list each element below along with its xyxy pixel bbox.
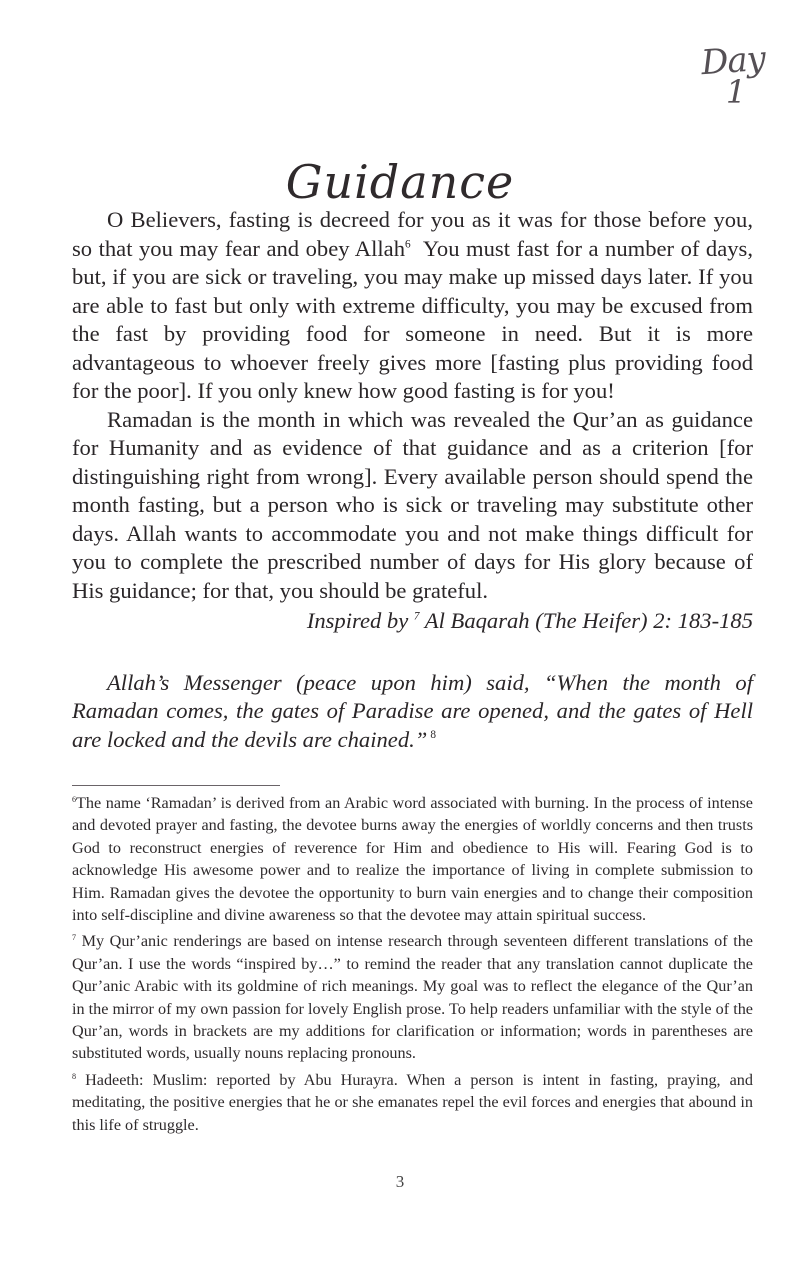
paragraph-1 bbox=[72, 206, 759, 406]
main-text bbox=[72, 206, 759, 754]
footnote-number: 6 bbox=[72, 794, 77, 804]
footnote-7 bbox=[72, 930, 753, 1064]
footnote-ref-6[interactable]: 6 bbox=[405, 238, 411, 251]
citation-source: Al Baqarah (The Heifer) 2: 183-185 bbox=[419, 608, 753, 633]
footnotes bbox=[72, 792, 753, 1140]
footnote-6 bbox=[72, 792, 753, 926]
day-margin-mark bbox=[698, 38, 768, 111]
footnote-text: The name ‘Ramadan’ is derived from an Arabic word associated with burning. In the process of intense and devoted prayer and fasting, the devotee burns away the energies of worldly concerns and then trusts God to reconstruct energies of reverence for Him and obedience to His will. Fearing God is to acknowledge His awesome power and to realize the importance of living in complete submission to Him. Ramadan gives the devotee the opportunity to burn vain energies and to change their composition into self-discipline and divine awareness so that the devotee may attain spiritual success. bbox=[72, 794, 753, 925]
paragraph-1-text-cont: You must fast for a number of days, but, if you are sick or traveling, you may make up missed days later. If you are able to fast but only with extreme difficulty, you may be excused from the fast by providing food for someone in need. But it is more advantageous to whoever freely gives more [fasting plus providing food for the poor]. If you only knew how good fasting is for you! bbox=[72, 235, 759, 403]
day-number: 1 bbox=[725, 73, 747, 111]
paragraph-1-text: O Believers, fasting is decreed for you as it was for those before you, so that you may fear and obey Allah bbox=[72, 207, 753, 261]
page-number: 3 bbox=[395, 1172, 405, 1191]
footnote-number: 8 bbox=[72, 1071, 77, 1081]
footnote-number: 7 bbox=[72, 933, 77, 943]
citation bbox=[72, 605, 753, 636]
hadith-quote bbox=[72, 669, 753, 755]
footnote-separator bbox=[72, 785, 280, 786]
citation-prefix: Inspired by bbox=[306, 608, 414, 633]
paragraph-2: Ramadan is the month in which was revealed the Qur’an as guidance for Humanity and as evidence of that guidance and as a criterion [for distinguishing right from wrong]. Every available person should spend the month fasting, but a person who is sick or traveling may substitute other days. Allah wants to accommodate you and not make things difficult for you to complete the prescribed number of days for His glory because of His guidance; for that, you should be grateful. bbox=[72, 406, 753, 603]
page-title: Guidance bbox=[285, 154, 515, 209]
footnote-ref-8[interactable]: 8 bbox=[430, 729, 436, 742]
footnote-ref-7[interactable]: 7 bbox=[413, 610, 420, 623]
day-label: Day bbox=[699, 38, 767, 84]
footnote-text: Hadeeth: Muslim: reported by Abu Hurayra. When a person is intent in fasting, praying, and meditating, the positive energies that he or she emanates repel the evil forces and energies that abound in this life of struggle. bbox=[72, 1070, 753, 1134]
hadith-text: Allah’s Messenger (peace upon him) said, “When the month of Ramadan comes, the gates of Paradise are opened, and the gates of Hell are locked and the devils are chained.” bbox=[72, 669, 753, 752]
footnote-text: My Qur’anic renderings are based on intense research through seventeen different translations of the Qur’an. I use the words “inspired by…” to remind the reader that any translation cannot duplicate the Qur’anic Arabic with its goldmine of rich meanings. My goal was to reflect the elegance of the Qur’an in the mirror of my own passion for lovely English prose. To help readers unfamiliar with the style of the Qur’an, words in brackets are my additions for clarification or information; words in parentheses are substituted words, usually nouns replacing pronouns. bbox=[72, 932, 753, 1063]
footnote-8 bbox=[72, 1069, 753, 1136]
